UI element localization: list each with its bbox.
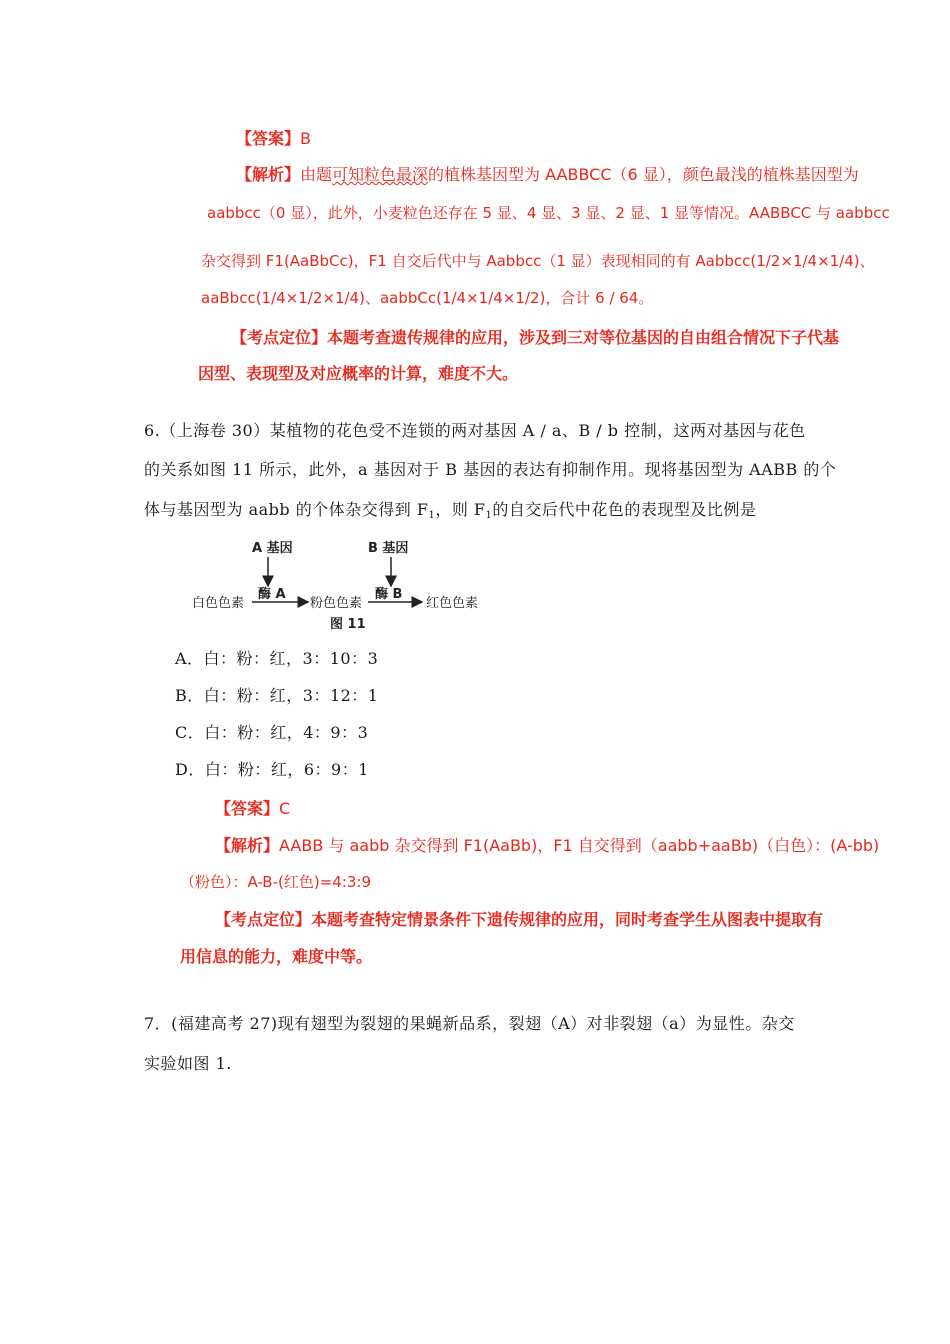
analysis-tag: 【解析】	[236, 165, 301, 184]
q5-analysis-line-1: 【解析】由题可知粒色最深的植株基因型为 AABBCC（6 显），颜色最浅的植株基因型为	[236, 165, 859, 184]
gene-b-label: B 基因	[368, 541, 409, 556]
answer-tag: 【答案】	[236, 129, 301, 148]
q5-answer	[236, 126, 311, 149]
q6-point-line-1: 【考点定位】本题考查特定情景条件下遗传规律的应用，同时考查学生从图表中提取有	[215, 910, 824, 929]
q5-analysis-line-4: aaBbcc(1/4×1/2×1/4)、aabbCc(1/4×1/4×1/2)，合计 6 / 64。	[201, 289, 654, 307]
option-a[interactable]: A．白：粉：红，3：10：3	[175, 649, 379, 668]
q6-stem-line-3: 体与基因型为 aabb 的个体杂交得到 $F_1$，则 $F_1$的自交后代中花色的表现型及比例是	[144, 500, 757, 521]
pink-pigment-label: 粉色色素	[310, 596, 363, 611]
option-d[interactable]: D．白：粉：红，6：9：1	[175, 760, 369, 779]
red-pigment-label: 红色色素	[426, 596, 479, 611]
option-b[interactable]: B．白：粉：红，3：12：1	[175, 686, 379, 705]
answer-tag: 【答案】	[215, 799, 280, 818]
analysis-tag: 【解析】	[215, 836, 280, 855]
answer-value: C	[279, 799, 291, 818]
q5-point-line-1: 【考点定位】本题考查遗传规律的应用，涉及到三对等位基因的自由组合情况下子代基	[231, 328, 840, 347]
q6-stem-line-2: 的关系如图 11 所示，此外，a 基因对于 B 基因的表达有抑制作用。现将基因型为 AABB 的个	[144, 460, 837, 479]
point-tag: 【考点定位】	[231, 328, 328, 347]
white-pigment-label: 白色色素	[192, 596, 245, 611]
option-c[interactable]: C．白：粉：红，4：9：3	[175, 723, 369, 742]
figure-caption: 图 11	[330, 617, 366, 632]
q5-analysis-line-3: 杂交得到 F1(AaBbCc)，F1 自交后代中与 Aabbcc（1 显）表现相同的有 Aabbcc(1/2×1/4×1/4)、	[201, 252, 875, 270]
pathway-diagram	[190, 538, 490, 633]
q5-point-line-2: 因型、表现型及对应概率的计算，难度不大。	[198, 364, 519, 383]
q6-analysis-line-1: 【解析】AABB 与 aabb 杂交得到 F1(AaBb)，F1 自交得到（aabb+aaBb)（白色）：(A-bb)	[215, 836, 880, 855]
q6-analysis-line-2: （粉色）：A-B-(红色)=4:3:9	[180, 873, 372, 891]
answer-value: B	[300, 129, 311, 148]
enzyme-b-label: 酶 B	[375, 587, 403, 602]
enzyme-a-label: 酶 A	[258, 587, 286, 602]
q5-analysis-line-2: aabbcc（0 显），此外，小麦粒色还存在 5 显、4 显、3 显、2 显、1 显等情况。AABBCC 与 aabbcc	[207, 204, 890, 222]
q6-point-line-2: 用信息的能力，难度中等。	[180, 947, 373, 966]
q7-stem-line-2: 实验如图 1.	[144, 1054, 232, 1073]
q6-answer	[215, 796, 290, 819]
gene-a-label: A 基因	[252, 541, 293, 556]
q6-stem-line-1: 6.（上海卷 30）某植物的花色受不连锁的两对基因 A / a、B / b 控制，这两对基因与花色	[144, 421, 806, 440]
spellcheck-squiggle-text: 可知粒色最深	[332, 165, 429, 184]
point-tag: 【考点定位】	[215, 910, 312, 929]
q7-stem-line-1: 7．(福建高考 27)现有翅型为裂翅的果蝇新品系，裂翅（A）对非裂翅（a）为显性。杂交	[144, 1014, 795, 1033]
